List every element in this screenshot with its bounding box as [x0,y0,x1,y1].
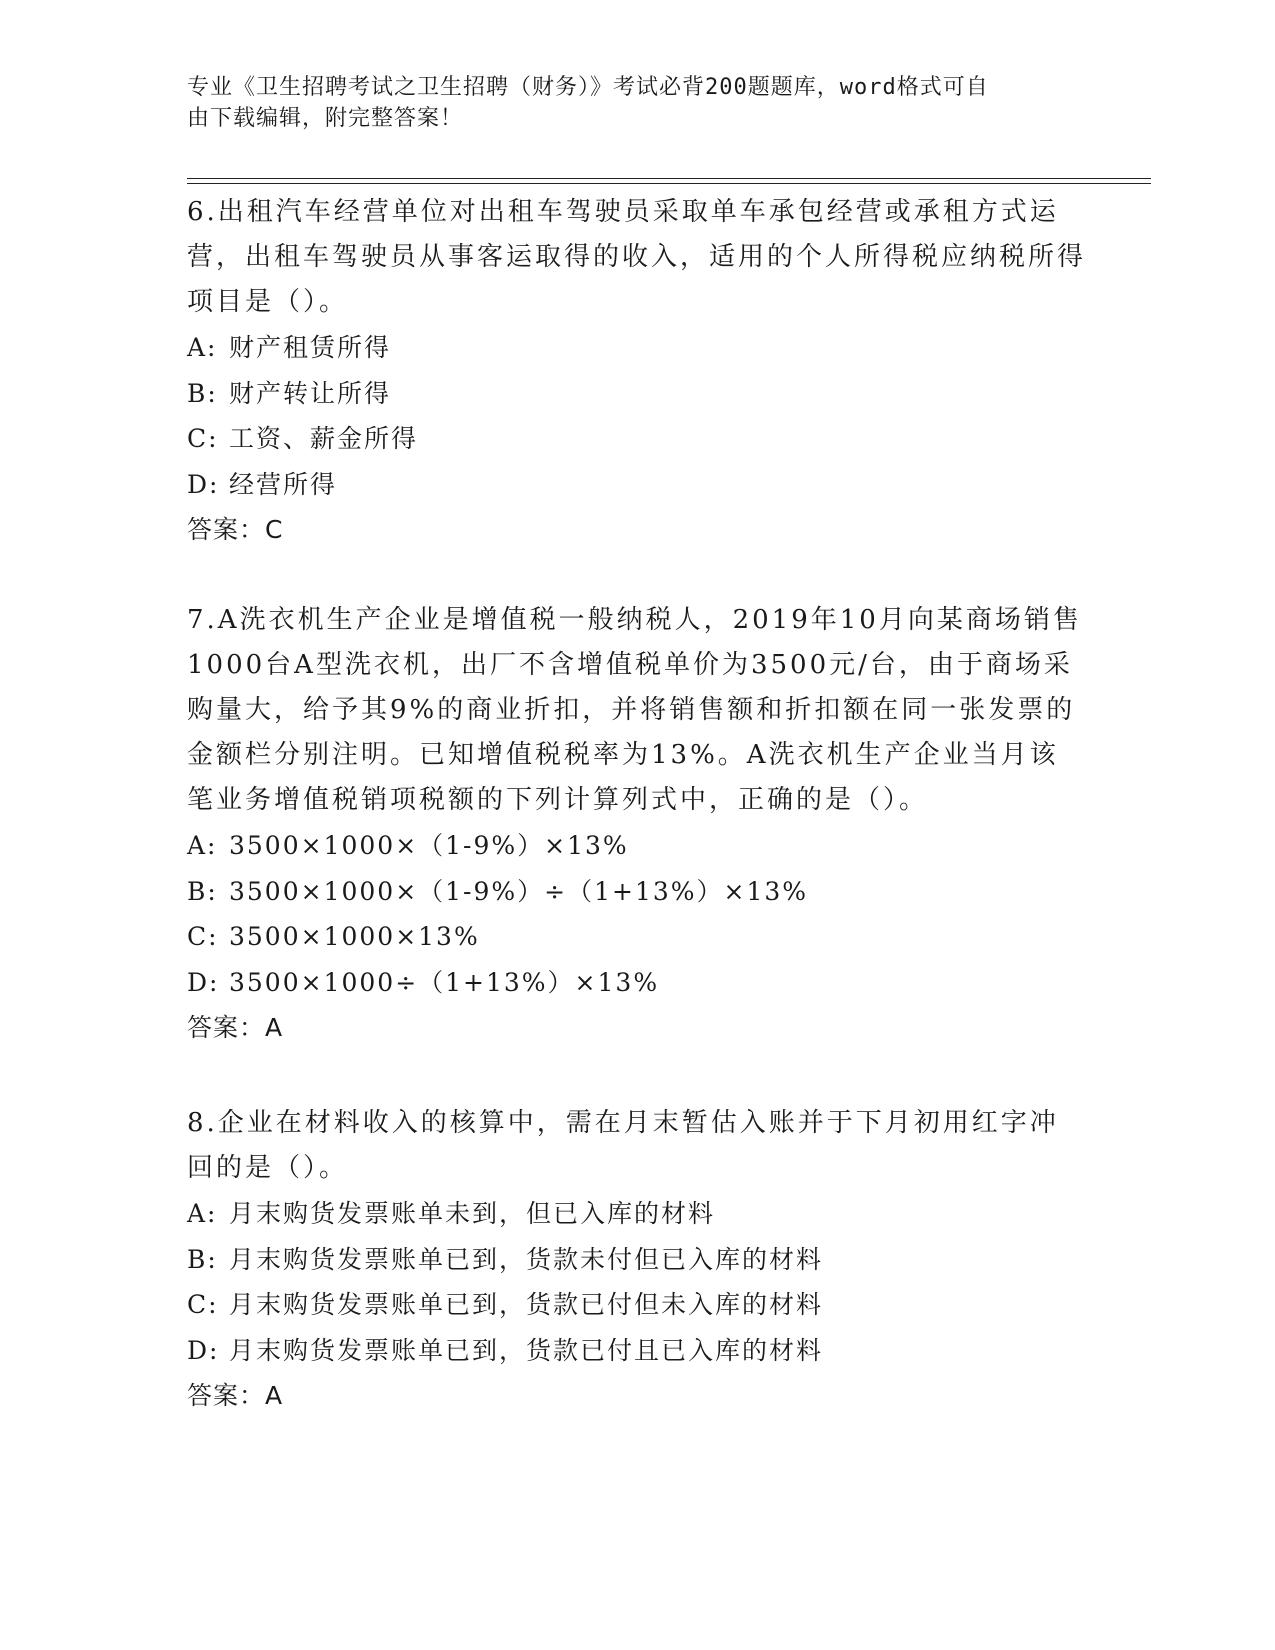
option-letter: A: [187,1199,218,1228]
option-letter: D: [187,469,220,499]
question-7 [187,598,1087,1051]
option-d [187,960,1087,1006]
option-letter: B: [187,378,218,408]
option-text: 工资、薪金所得 [229,424,419,453]
option-a [187,823,1087,869]
option-c [187,914,1087,960]
option-b [187,1237,1087,1283]
option-c [187,1282,1087,1328]
option-text: 月末购货发票账单已到，货款已付但未入库的材料 [229,1290,824,1319]
option-text: 财产转让所得 [229,378,392,408]
option-d [187,1328,1087,1374]
option-text: 财产租赁所得 [229,333,392,362]
option-letter: C: [187,922,219,951]
option-text: 3500×1000÷（1+13%）×13% [229,967,660,997]
answer-label: 答案：A [187,1013,284,1042]
option-letter: D: [187,1335,220,1365]
option-text: 月末购货发票账单已到，货款未付但已入库的材料 [229,1244,824,1274]
header-divider [187,178,1151,179]
option-text: 经营所得 [229,469,338,499]
option-letter: C: [187,1290,219,1319]
option-text: 月末购货发票账单未到，但已入库的材料 [229,1199,716,1228]
option-text: 月末购货发票账单已到，货款已付且已入库的材料 [229,1335,824,1365]
option-b [187,371,1087,417]
option-a [187,325,1087,371]
header-line: 由下载编辑，附完整答案！ [187,106,464,131]
header-line: 专业《卫生招聘考试之卫生招聘（财务）》考试必背200题题库，word格式可自 [187,75,989,100]
option-letter: B: [187,1244,218,1274]
header-divider [187,183,1151,184]
option-b [187,869,1087,915]
question-stem: 8.企业在材料收入的核算中，需在月末暂估入账并于下月初用红字冲回的是（）。 [187,1108,1059,1183]
option-text: 3500×1000×（1-9%）×13% [229,831,629,860]
question-stem: 6.出租汽车经营单位对出租车驾驶员采取单车承包经营或承租方式运营，出租车驾驶员从事客运取得的收入，适用的个人所得税应纳税所得项目是（）。 [187,197,1087,317]
option-c [187,416,1087,462]
option-text: 3500×1000×（1-9%）÷（1+13%）×13% [229,876,809,906]
option-letter: B: [187,876,218,906]
question-6 [187,190,1087,553]
option-letter: A: [187,333,218,362]
option-d [187,462,1087,508]
question-8 [187,1101,1087,1419]
option-letter: A: [187,831,218,860]
option-a [187,1191,1087,1237]
option-letter: D: [187,967,220,997]
answer-label: 答案：A [187,1381,284,1410]
question-stem: 7.A洗衣机生产企业是增值税一般纳税人，2019年10月向某商场销售1000台A型洗衣机，出厂不含增值税单价为3500元/台，由于商场采购量大，给予其9%的商业折扣，并将销售额和折扣额在同一张发票的金额栏分别注明。已知增值税税率为13%。A洗衣机生产企业当月该笔业务增值税销项税额的下列计算列式中，正确的是（）。 [187,605,1082,815]
option-text: 3500×1000×13% [229,922,480,951]
option-letter: C: [187,424,219,453]
answer-label: 答案：C [187,515,284,544]
document-header [187,72,1067,134]
